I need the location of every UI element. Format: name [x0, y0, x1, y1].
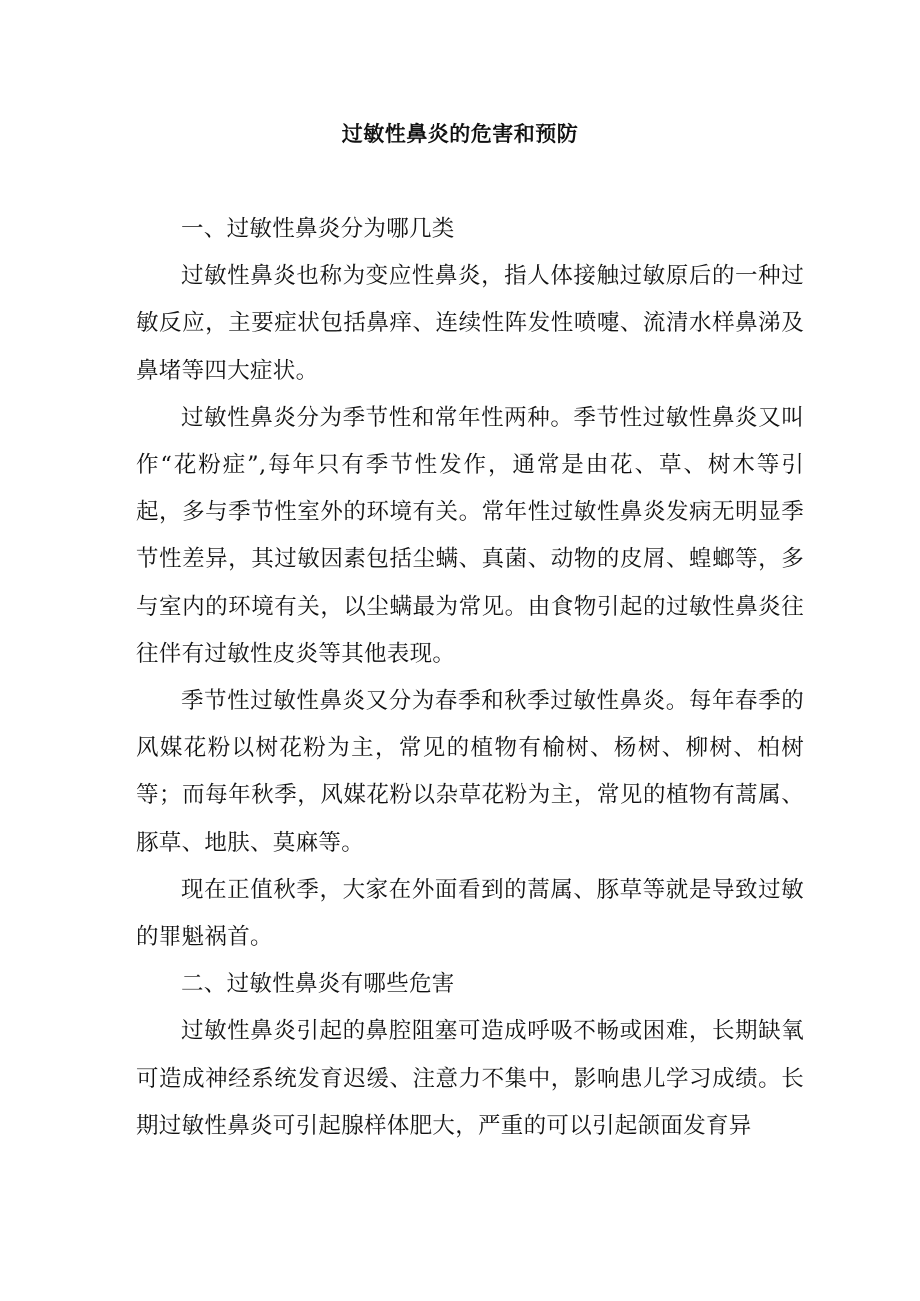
paragraph-definition: 过敏性鼻炎也称为变应性鼻炎，指人体接触过敏原后的一种过敏反应，主要症状包括鼻痒、连续性阵发性喷嚏、流清水样鼻涕及鼻堵等四大症状。 — [136, 263, 804, 384]
paragraph-autumn: 现在正值秋季，大家在外面看到的蒿属、豚草等就是导致过敏的罪魁祸首。 — [136, 876, 804, 951]
section-heading-2: 二、过敏性鼻炎有哪些危害 — [181, 971, 455, 998]
document-title: 过敏性鼻炎的危害和预防 — [341, 121, 579, 146]
document-body — [136, 206, 804, 1150]
paragraph-harms: 过敏性鼻炎引起的鼻腔阻塞可造成呼吸不畅或困难，长期缺氧可造成神经系统发育迟缓、注意力不集中，影响患儿学习成绩。长期过敏性鼻炎可引起腺样体肥大，严重的可以引起颌面发育异 — [136, 1018, 804, 1139]
paragraph-types: 过敏性鼻炎分为季节性和常年性两种。季节性过敏性鼻炎又叫作“花粉症”,每年只有季节性发作，通常是由花、草、树木等引起，多与季节性室外的环境有关。常年性过敏性鼻炎发病无明显季节性差异，其过敏因素包括尘螨、真菌、动物的皮屑、蝗螂等，多与室内的环境有关，以尘螨最为常见。由食物引起的过敏性鼻炎往往伴有过敏性皮炎等其他表现。 — [136, 404, 804, 667]
section-heading-1: 一、过敏性鼻炎分为哪几类 — [181, 216, 455, 242]
paragraph-seasonal: 季节性过敏性鼻炎又分为春季和秋季过敏性鼻炎。每年春季的风媒花粉以树花粉为主，常见的植物有榆树、杨树、柳树、柏树等；而每年秋季，风媒花粉以杂草花粉为主，常见的植物有蒿属、豚草、地肤、莫麻等。 — [136, 688, 804, 856]
